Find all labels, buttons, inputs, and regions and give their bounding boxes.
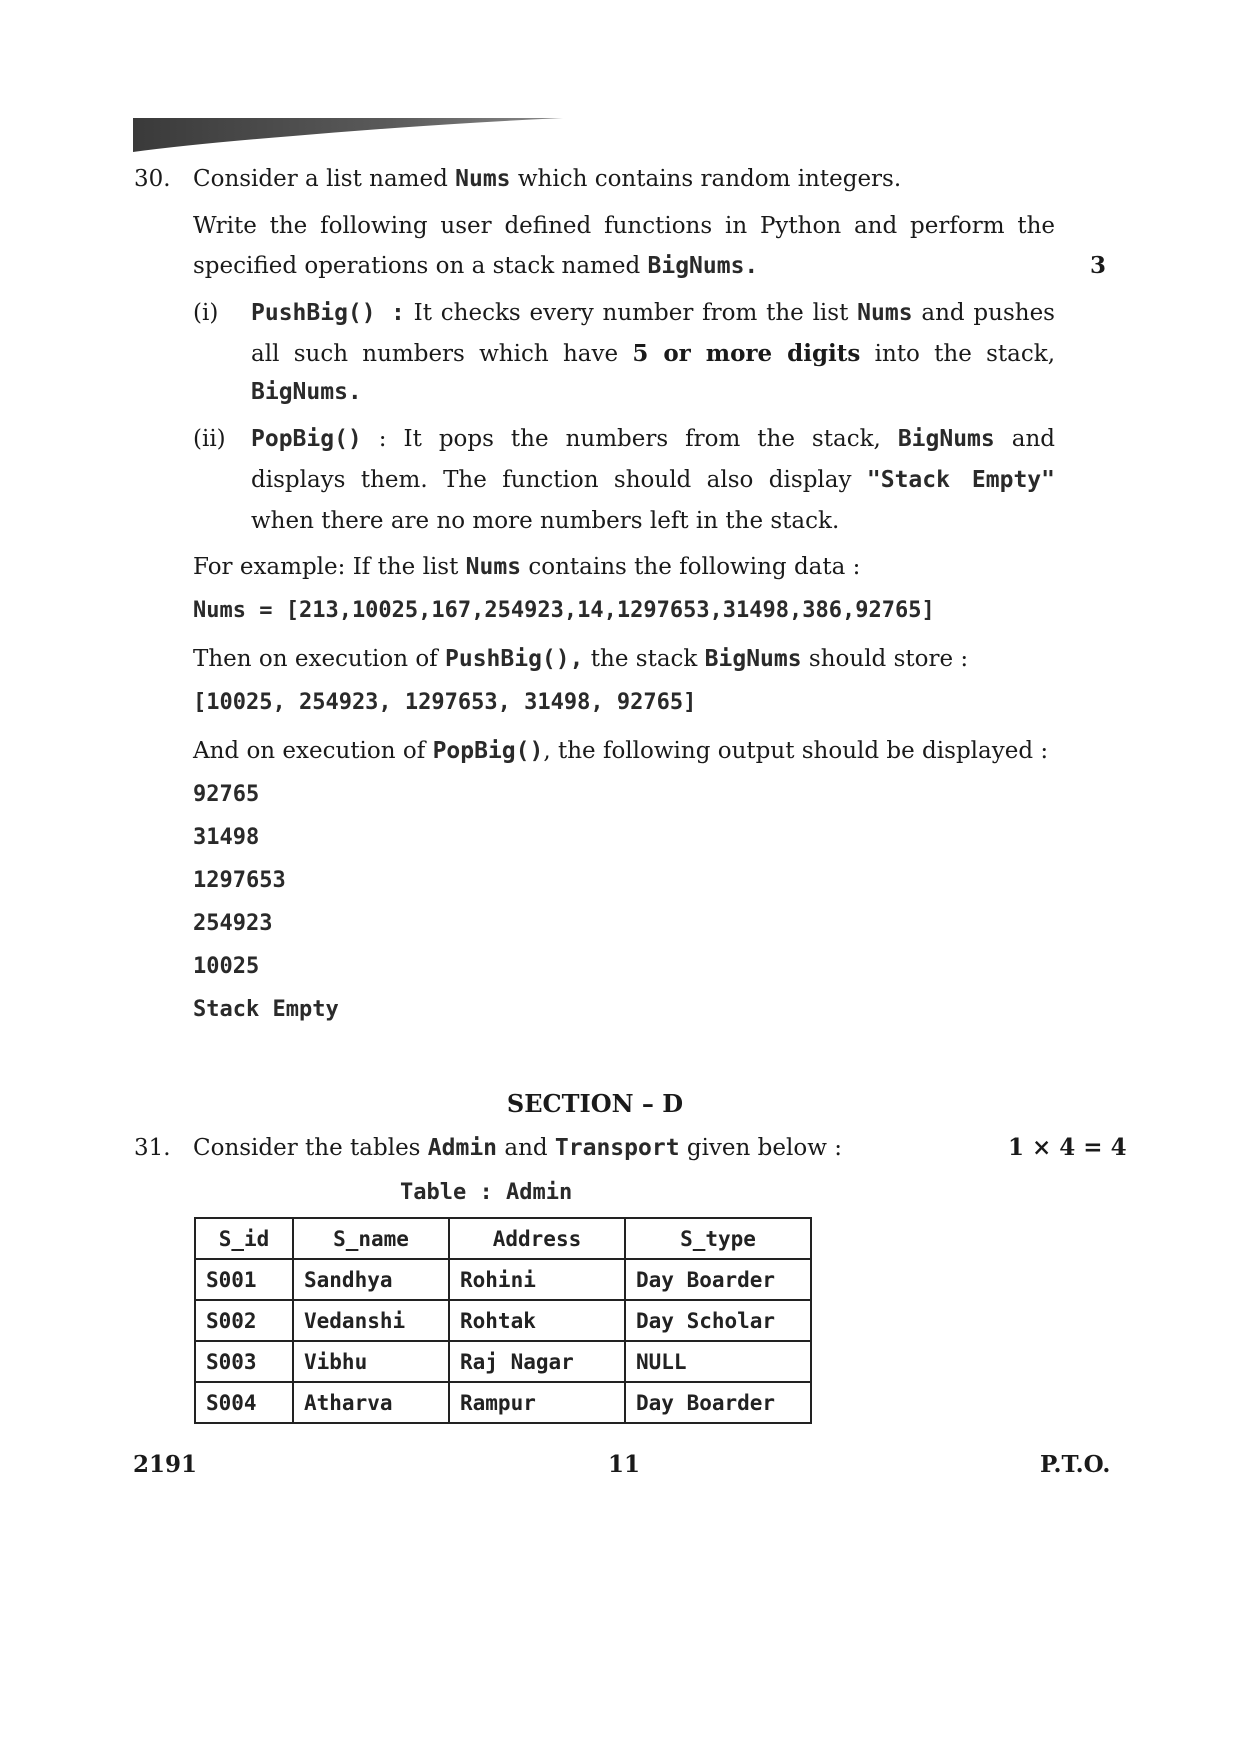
output-line: 92765	[193, 782, 260, 807]
paper-code: 2191	[133, 1451, 198, 1478]
pushbig-intro: Then on execution of PushBig(), the stack BigNums should store :	[193, 646, 969, 672]
item-i-label: (i)	[193, 300, 219, 326]
table-cell: S004	[195, 1382, 293, 1423]
table-row	[195, 1382, 811, 1423]
table-caption: Table : Admin	[400, 1180, 573, 1205]
section-title: SECTION – D	[506, 1089, 684, 1118]
question-number: 31.	[134, 1135, 171, 1161]
table-row	[195, 1341, 811, 1382]
example-intro: For example: If the list Nums contains the following data :	[193, 554, 861, 580]
q30-para-line1: Write the following user defined functions in Python and perform the	[193, 213, 1055, 239]
nums-list: Nums = [213,10025,167,254923,14,1297653,31498,386,92765]	[193, 598, 935, 623]
table-header-row	[195, 1218, 811, 1259]
table-cell: Atharva	[293, 1382, 449, 1423]
stack-contents: [10025, 254923, 1297653, 31498, 92765]	[193, 690, 697, 715]
output-line: 1297653	[193, 868, 286, 893]
table-cell: Vedanshi	[293, 1300, 449, 1341]
output-line: 10025	[193, 954, 260, 979]
item-i-line1: PushBig() : It checks every number from the list Nums and pushes	[251, 300, 1055, 326]
q30-para-line2: specified operations on a stack named BigNums.	[193, 253, 759, 279]
column-header: S_name	[293, 1218, 449, 1259]
admin-table	[194, 1217, 812, 1424]
item-ii-line2: displays them. The function should also display "Stack Empty"	[251, 467, 1055, 493]
q30-marks: 3	[1090, 252, 1107, 279]
popbig-intro: And on execution of PopBig(), the following output should be displayed :	[193, 738, 1049, 764]
item-ii-line1: PopBig() : It pops the numbers from the stack, BigNums and	[251, 426, 1055, 452]
q31-text: Consider the tables Admin and Transport given below :	[193, 1135, 842, 1161]
table-cell: Rohtak	[449, 1300, 625, 1341]
table-cell: Sandhya	[293, 1259, 449, 1300]
table-cell: Day Boarder	[625, 1382, 811, 1423]
output-line: 254923	[193, 911, 273, 936]
item-ii-line3: when there are no more numbers left in the stack.	[251, 508, 840, 534]
table-cell: S003	[195, 1341, 293, 1382]
column-header: S_type	[625, 1218, 811, 1259]
output-line: 31498	[193, 825, 260, 850]
output-line: Stack Empty	[193, 997, 339, 1022]
page-number: 11	[608, 1451, 641, 1478]
column-header: S_id	[195, 1218, 293, 1259]
item-i-line3: BigNums.	[251, 379, 362, 405]
header-banner-graphic	[133, 116, 563, 154]
item-ii-label: (ii)	[193, 426, 226, 452]
table-cell: Raj Nagar	[449, 1341, 625, 1382]
question-number: 30.	[134, 166, 171, 192]
pto-label: P.T.O.	[1040, 1451, 1111, 1478]
table-cell: S002	[195, 1300, 293, 1341]
item-i-line2: all such numbers which have 5 or more digits into the stack,	[251, 340, 1056, 367]
table-cell: Day Scholar	[625, 1300, 811, 1341]
table-cell: Rampur	[449, 1382, 625, 1423]
table-cell: S001	[195, 1259, 293, 1300]
table-cell: NULL	[625, 1341, 811, 1382]
table-cell: Rohini	[449, 1259, 625, 1300]
q30-intro: Consider a list named Nums which contains random integers.	[193, 166, 902, 192]
table-row	[195, 1259, 811, 1300]
column-header: Address	[449, 1218, 625, 1259]
table-row	[195, 1300, 811, 1341]
table-cell: Day Boarder	[625, 1259, 811, 1300]
table-cell: Vibhu	[293, 1341, 449, 1382]
q31-marks: 1 × 4 = 4	[1008, 1134, 1127, 1161]
